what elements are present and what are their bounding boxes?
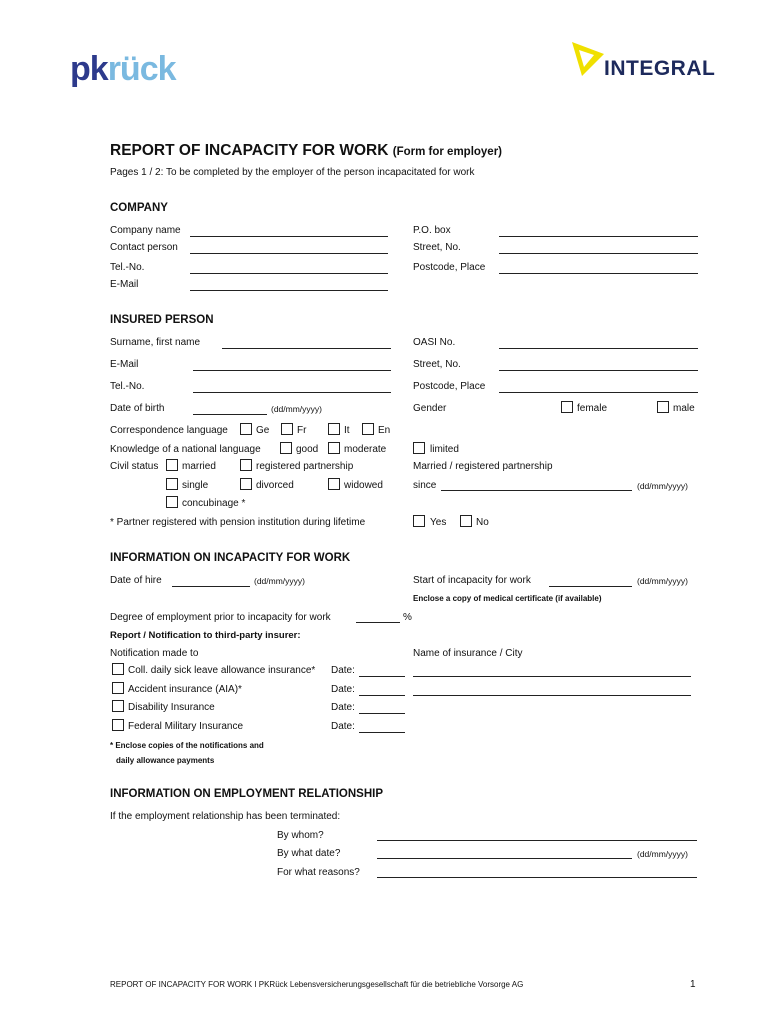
insured-email-label: E-Mail — [110, 359, 139, 370]
insured-street-label: Street, No. — [413, 359, 461, 370]
oasi-field[interactable] — [499, 348, 698, 349]
employment-heading: INFORMATION ON EMPLOYMENT RELATIONSHIP — [110, 788, 384, 800]
by-date-format: (dd/mm/yyyy) — [637, 849, 688, 859]
dob-format: (dd/mm/yyyy) — [271, 404, 322, 414]
logo-ruck-text: rück — [107, 50, 176, 88]
enclose-note: Enclose a copy of medical certificate (if available) — [413, 594, 602, 603]
pkruck-logo — [70, 50, 176, 89]
lang-en-label: En — [378, 425, 391, 436]
gender-female-checkbox[interactable] — [561, 401, 573, 413]
hire-date-field[interactable] — [172, 586, 250, 587]
coll-daily-label: Coll. daily sick leave allowance insurance* — [128, 665, 316, 676]
since-label: since — [413, 480, 437, 491]
degree-label: Degree of employment prior to incapacity for work — [110, 612, 331, 623]
po-box-field[interactable] — [499, 236, 698, 237]
page-subtitle: Pages 1 / 2: To be completed by the employer of the person incapacitated for work — [110, 167, 475, 178]
hire-label: Date of hire — [110, 575, 162, 586]
page-title — [110, 142, 502, 160]
gender-male-checkbox[interactable] — [657, 401, 669, 413]
by-whom-label: By whom? — [277, 830, 324, 841]
accident-date-label: Date: — [331, 684, 355, 695]
lang-ge-checkbox[interactable] — [240, 423, 252, 435]
coll-daily-date-field[interactable] — [359, 676, 405, 677]
insured-tel-label: Tel.-No. — [110, 381, 145, 392]
by-date-field[interactable] — [377, 858, 632, 859]
civil-married-checkbox[interactable] — [166, 459, 178, 471]
company-tel-label: Tel.-No. — [110, 262, 145, 273]
company-street-field[interactable] — [499, 253, 698, 254]
good-label: good — [296, 444, 319, 455]
integral-logo-icon — [570, 40, 606, 80]
lang-it-checkbox[interactable] — [328, 423, 340, 435]
disability-label: Disability Insurance — [128, 702, 215, 713]
company-street-label: Street, No. — [413, 242, 461, 253]
lang-en-checkbox[interactable] — [362, 423, 374, 435]
hire-format: (dd/mm/yyyy) — [254, 576, 305, 586]
reg-partnership-label: registered partnership — [256, 461, 354, 472]
integral-logo-text: INTEGRAL — [604, 57, 716, 80]
coll-daily-checkbox[interactable] — [112, 663, 124, 675]
notif-made-label: Notification made to — [110, 648, 199, 659]
surname-label: Surname, first name — [110, 337, 201, 348]
insured-postcode-field[interactable] — [499, 392, 698, 393]
company-email-field[interactable] — [190, 290, 388, 291]
civil-divorced-checkbox[interactable] — [240, 478, 252, 490]
contact-person-label: Contact person — [110, 242, 178, 253]
partner-yes-checkbox[interactable] — [413, 515, 425, 527]
insured-heading: INSURED PERSON — [110, 314, 214, 326]
page-number: 1 — [690, 979, 696, 990]
male-label: male — [673, 403, 695, 414]
knowledge-limited-checkbox[interactable] — [413, 442, 425, 454]
since-format: (dd/mm/yyyy) — [637, 481, 688, 491]
military-date-label: Date: — [331, 721, 355, 732]
insured-email-field[interactable] — [193, 370, 391, 371]
civil-reg-partnership-checkbox[interactable] — [240, 459, 252, 471]
civil-status-label: Civil status — [110, 461, 159, 472]
company-tel-field[interactable] — [190, 273, 388, 274]
divorced-label: divorced — [256, 480, 294, 491]
company-name-label: Company name — [110, 225, 181, 236]
civil-single-checkbox[interactable] — [166, 478, 178, 490]
knowledge-moderate-checkbox[interactable] — [328, 442, 340, 454]
married-label: married — [182, 461, 216, 472]
limited-label: limited — [430, 444, 459, 455]
insured-tel-field[interactable] — [193, 392, 391, 393]
enclose-copies-note: * Enclose copies of the notifications and — [110, 741, 264, 750]
accident-insurance-field[interactable] — [413, 695, 691, 696]
lang-ge-label: Ge — [256, 425, 270, 436]
start-label: Start of incapacity for work — [413, 575, 531, 586]
no-label: No — [476, 517, 489, 528]
incapacity-heading: INFORMATION ON INCAPACITY FOR WORK — [110, 552, 351, 564]
insured-street-field[interactable] — [499, 370, 698, 371]
by-whom-field[interactable] — [377, 840, 697, 841]
start-date-field[interactable] — [549, 586, 632, 587]
female-label: female — [577, 403, 608, 414]
military-label: Federal Military Insurance — [128, 721, 244, 732]
disability-date-field[interactable] — [359, 713, 405, 714]
by-date-label: By what date? — [277, 848, 341, 859]
accident-date-field[interactable] — [359, 695, 405, 696]
terminated-label: If the employment relationship has been terminated: — [110, 811, 341, 822]
reasons-field[interactable] — [377, 877, 697, 878]
widowed-label: widowed — [344, 480, 383, 491]
accident-label: Accident insurance (AIA)* — [128, 684, 242, 695]
company-heading: COMPANY — [110, 202, 168, 214]
coll-daily-date-label: Date: — [331, 665, 355, 676]
title-main: REPORT OF INCAPACITY FOR WORK — [110, 142, 389, 159]
daily-allowance-note: daily allowance payments — [116, 756, 215, 765]
moderate-label: moderate — [344, 444, 387, 455]
company-name-field[interactable] — [190, 236, 388, 237]
disability-checkbox[interactable] — [112, 700, 124, 712]
dob-field[interactable] — [193, 414, 267, 415]
title-sub: (Form for employer) — [392, 146, 503, 158]
knowledge-label: Knowledge of a national language — [110, 444, 261, 455]
coll-daily-insurance-field[interactable] — [413, 676, 691, 677]
partner-no-checkbox[interactable] — [460, 515, 472, 527]
dob-label: Date of birth — [110, 403, 165, 414]
concubinage-label: concubinage * — [182, 498, 246, 509]
company-postcode-label: Postcode, Place — [413, 262, 486, 273]
reasons-label: For what reasons? — [277, 867, 360, 878]
lang-fr-checkbox[interactable] — [281, 423, 293, 435]
company-email-label: E-Mail — [110, 279, 139, 290]
accident-checkbox[interactable] — [112, 682, 124, 694]
gender-label: Gender — [413, 403, 447, 414]
corr-lang-label: Correspondence language — [110, 425, 228, 436]
knowledge-good-checkbox[interactable] — [280, 442, 292, 454]
name-ins-label: Name of insurance / City — [413, 648, 523, 659]
contact-person-field[interactable] — [190, 253, 388, 254]
married-reg-label: Married / registered partnership — [413, 461, 553, 472]
lang-it-label: It — [344, 425, 350, 436]
degree-field[interactable] — [356, 622, 400, 623]
report-label: Report / Notification to third-party insurer: — [110, 630, 301, 641]
disability-date-label: Date: — [331, 702, 355, 713]
po-box-label: P.O. box — [413, 225, 451, 236]
footer-text: REPORT OF INCAPACITY FOR WORK I PKRück Lebensversicherungsgesellschaft für die betriebliche Vorsorge AG — [110, 980, 524, 989]
company-postcode-field[interactable] — [499, 273, 698, 274]
lang-fr-label: Fr — [297, 425, 307, 436]
start-format: (dd/mm/yyyy) — [637, 576, 688, 586]
insured-postcode-label: Postcode, Place — [413, 381, 486, 392]
logo-pk-text: pk — [70, 50, 108, 88]
since-field[interactable] — [441, 490, 632, 491]
partner-note: * Partner registered with pension institution during lifetime — [110, 517, 366, 528]
yes-label: Yes — [430, 517, 447, 528]
single-label: single — [182, 480, 209, 491]
percent-sign: % — [403, 612, 412, 623]
civil-widowed-checkbox[interactable] — [328, 478, 340, 490]
military-checkbox[interactable] — [112, 719, 124, 731]
civil-concubinage-checkbox[interactable] — [166, 496, 178, 508]
surname-field[interactable] — [222, 348, 391, 349]
military-date-field[interactable] — [359, 732, 405, 733]
oasi-label: OASI No. — [413, 337, 456, 348]
